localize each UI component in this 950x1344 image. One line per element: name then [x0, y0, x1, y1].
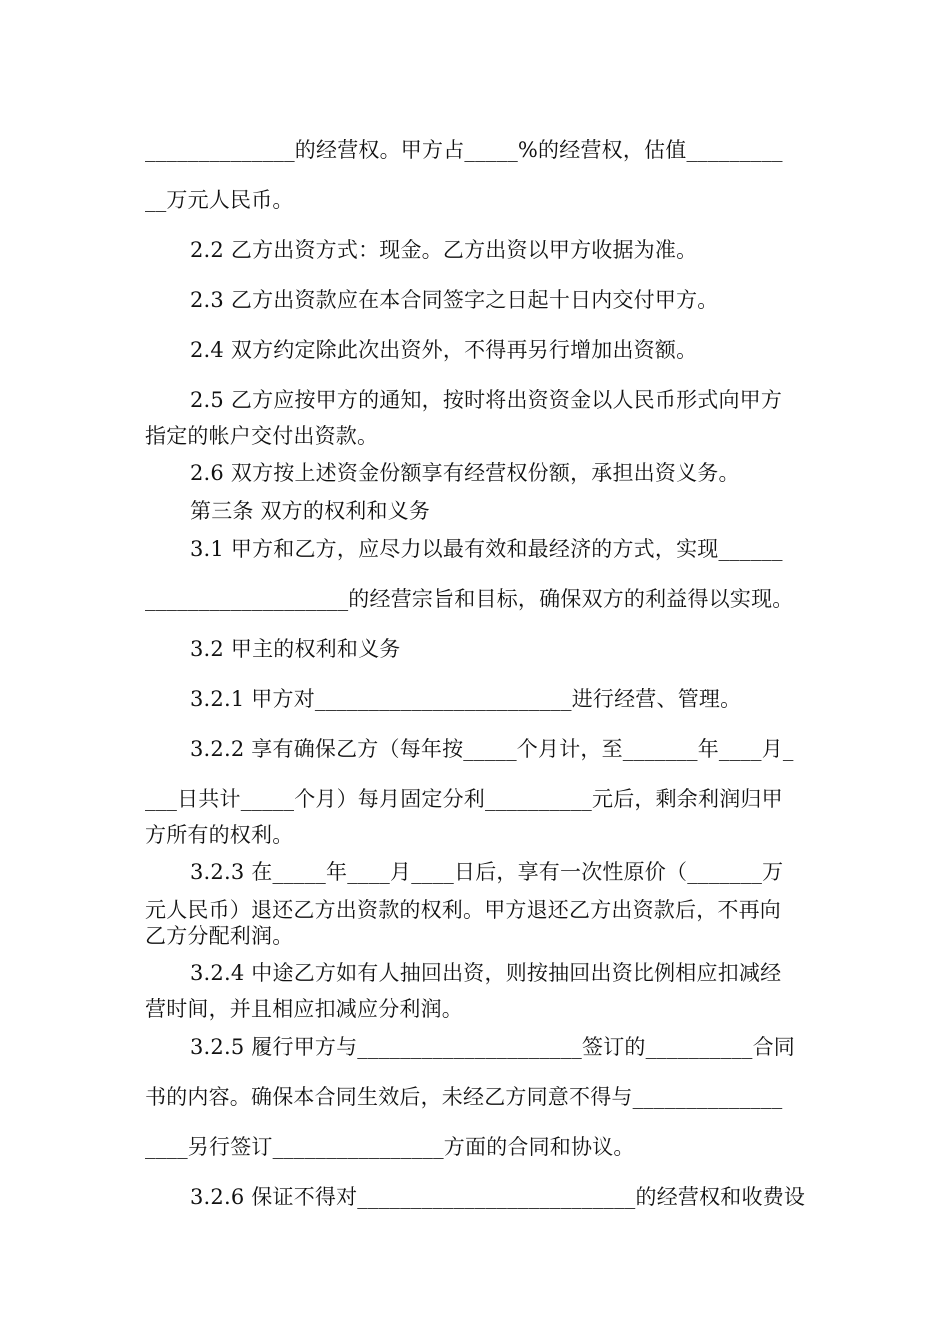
- article-3-heading: 第三条 双方的权利和义务: [190, 499, 431, 523]
- clause-2-6: 2.6 双方按上述资金份额享有经营权份额，承担出资义务。: [190, 461, 740, 485]
- text-line: 元人民币）退还乙方出资款的权利。甲方退还乙方出资款后，不再向: [145, 898, 781, 922]
- clause-2-2: 2.2 乙方出资方式：现金。乙方出资以甲方收据为准。: [190, 238, 698, 262]
- text-line: ______________的经营权。甲方占_____%的经营权，估值_________: [145, 138, 783, 162]
- clause-2-5: 2.5 乙方应按甲方的通知，按时将出资资金以人民币形式向甲方: [190, 388, 783, 412]
- text-line: ___日共计_____个月）每月固定分利__________元后，剩余利润归甲: [145, 787, 783, 811]
- clause-3-2-6: 3.2.6 保证不得对__________________________的经营权和收费设: [190, 1185, 806, 1209]
- clause-3-2-2: 3.2.2 享有确保乙方（每年按_____个月计，至_______年____月_: [190, 737, 794, 761]
- text-line: ___________________的经营宗旨和目标，确保双方的利益得以实现。: [145, 587, 794, 611]
- clause-3-1: 3.1 甲方和乙方，应尽力以最有效和最经济的方式，实现______: [190, 537, 783, 561]
- clause-2-3: 2.3 乙方出资款应在本合同签字之日起十日内交付甲方。: [190, 288, 719, 312]
- clause-3-2-5: 3.2.5 履行甲方与_____________________签订的__________合同: [190, 1035, 796, 1059]
- text-line: 营时间，并且相应扣减应分利润。: [145, 997, 463, 1021]
- text-line: 乙方分配利润。: [145, 924, 294, 948]
- text-line: 书的内容。确保本合同生效后，未经乙方同意不得与______________: [145, 1085, 783, 1109]
- clause-2-4: 2.4 双方约定除此次出资外，不得再另行增加出资额。: [190, 338, 698, 362]
- clause-3-2-3: 3.2.3 在_____年____月____日后，享有一次性原价（_______万: [190, 860, 784, 884]
- text-line: __万元人民币。: [145, 188, 294, 212]
- clause-3-2-4: 3.2.4 中途乙方如有人抽回出资，则按抽回出资比例相应扣减经: [190, 961, 782, 985]
- clause-3-2-1: 3.2.1 甲方对________________________进行经营、管理。: [190, 687, 742, 711]
- text-line: 方所有的权利。: [145, 823, 294, 847]
- clause-3-2: 3.2 甲主的权利和义务: [190, 637, 401, 661]
- text-line: ____另行签订________________方面的合同和协议。: [145, 1135, 635, 1159]
- text-line: 指定的帐户交付出资款。: [145, 424, 379, 448]
